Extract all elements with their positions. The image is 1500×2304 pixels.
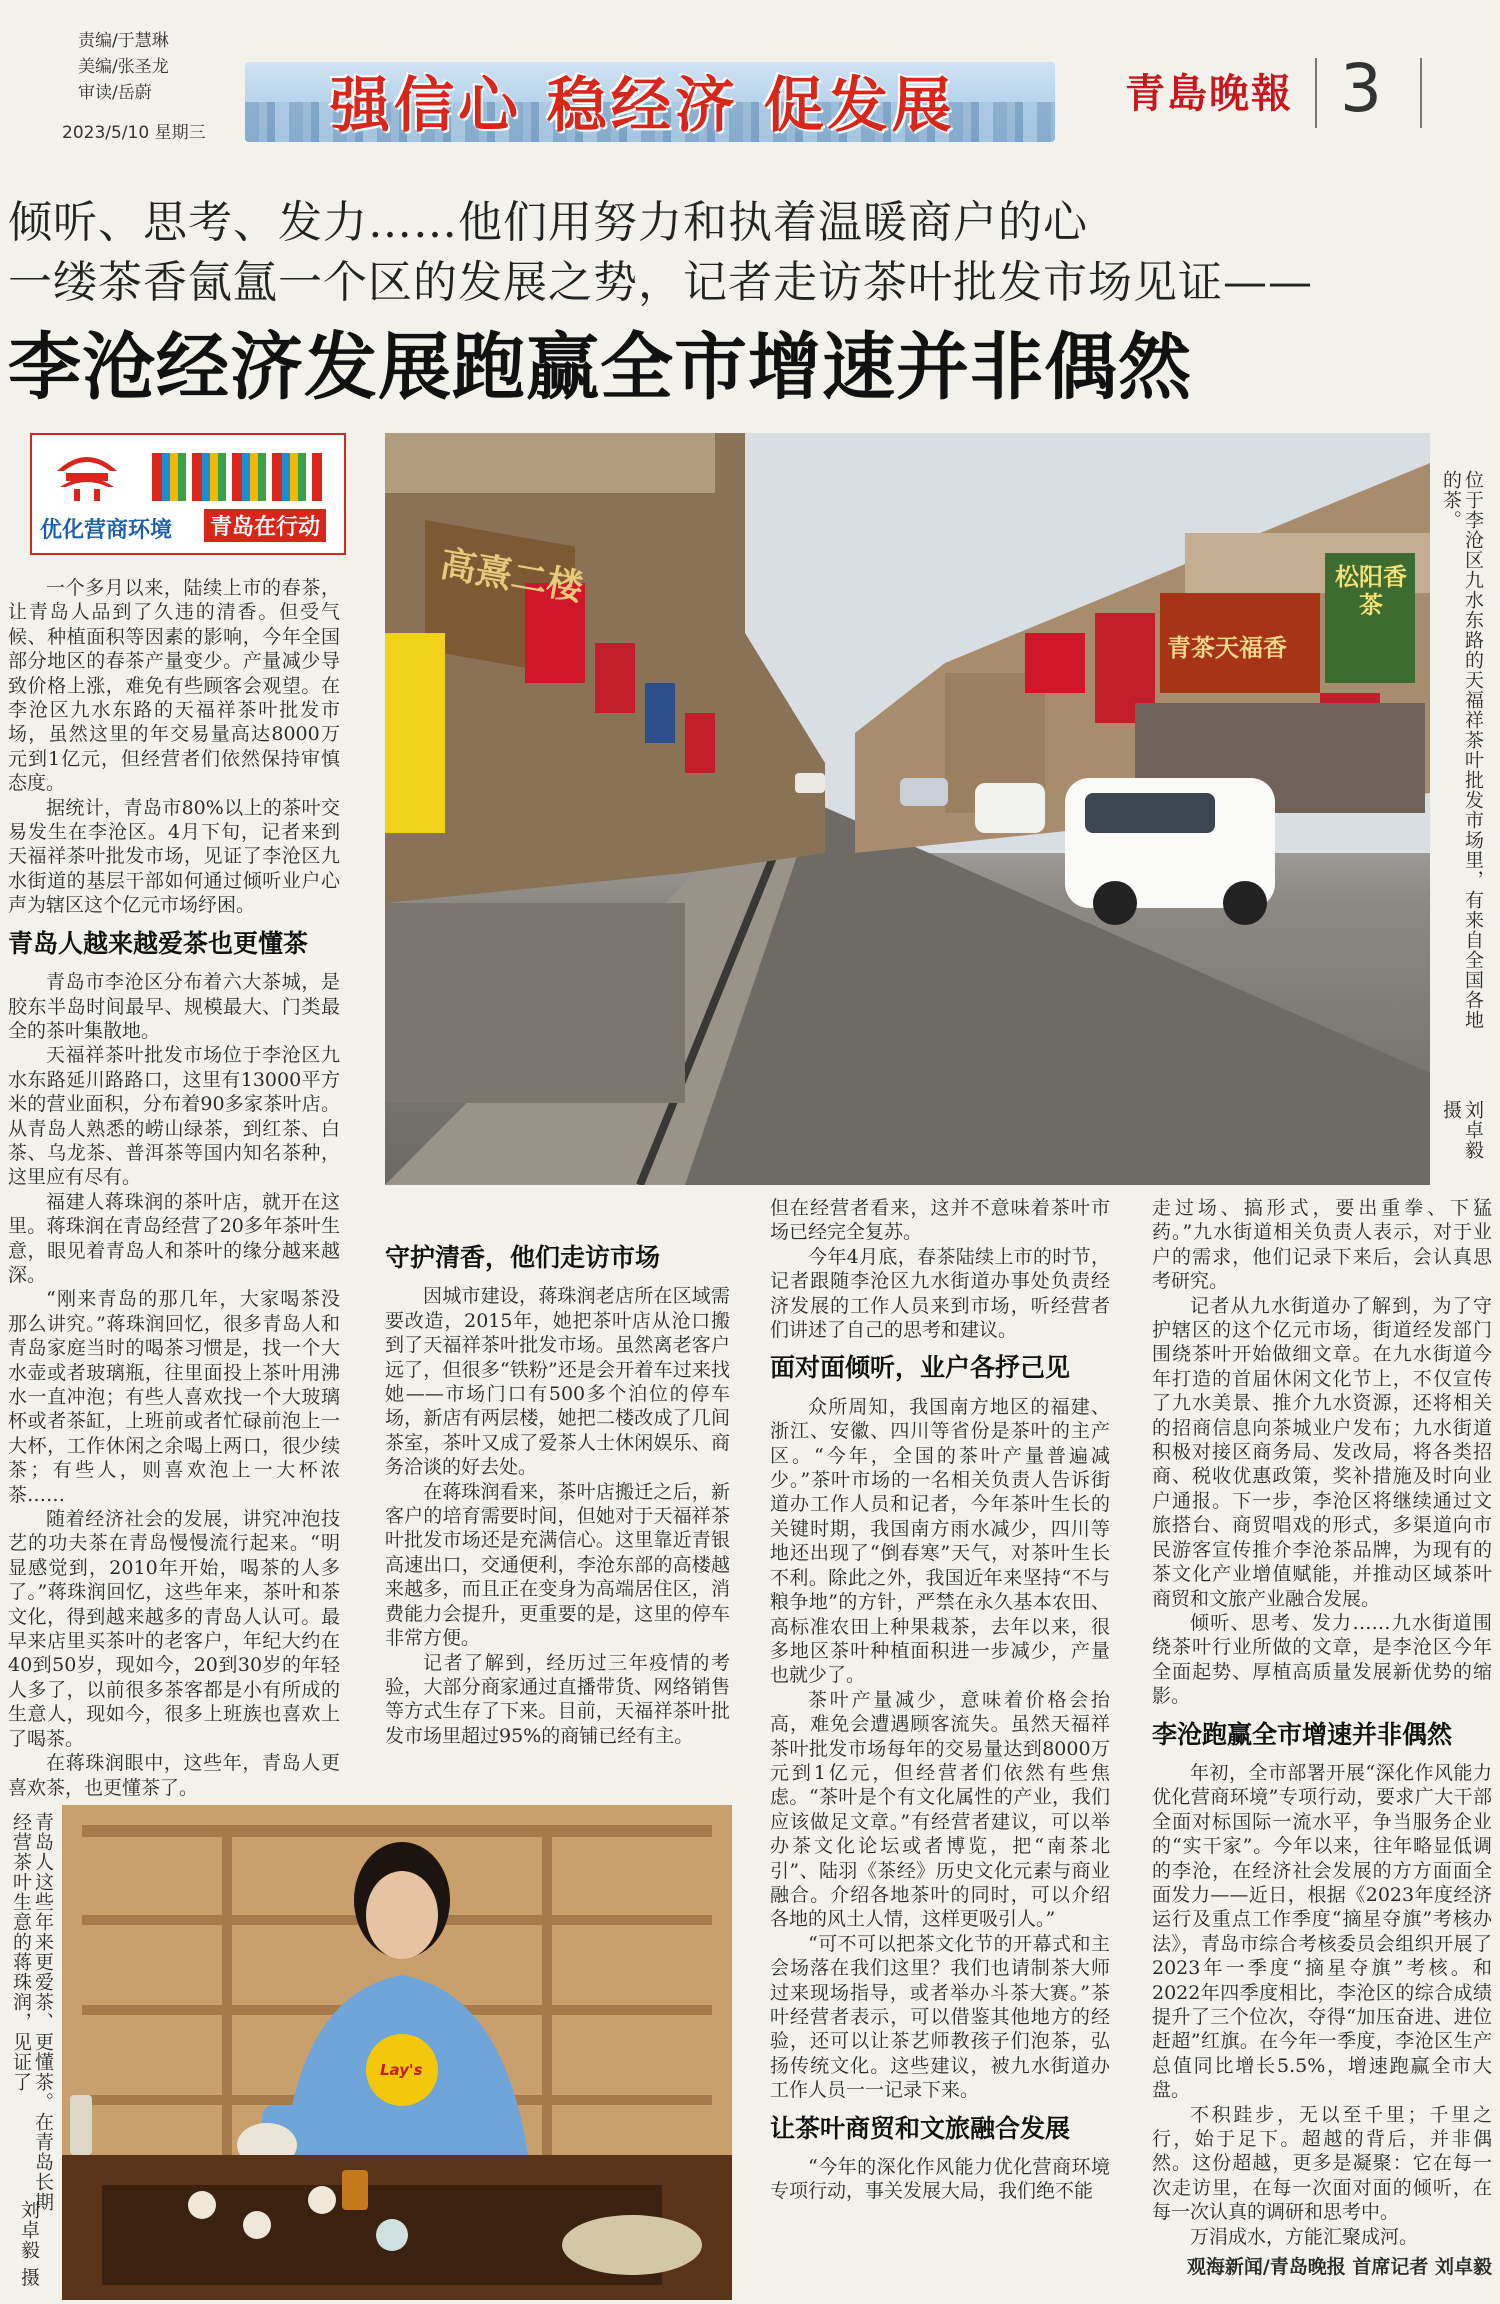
tea-market-photo <box>385 433 1430 1185</box>
photo2-credit: 刘卓毅 摄 <box>18 2200 40 2288</box>
divider <box>1420 58 1422 128</box>
issue-date: 2023/5/10 星期三 <box>62 123 206 143</box>
paragraph: 倾听、思考、发力……九水街道围绕茶叶行业所做的文章，是李沧区今年全面起势、厚植高质量发展新优势的缩影。 <box>1152 1611 1492 1708</box>
paragraph: 据统计，青岛市80%以上的茶叶交易发生在李沧区。4月下旬，记者来到天福祥茶叶批发市场，见证了李沧区九水街道的基层干部如何通过倾听业户心声为辖区这个亿元市场纾困。 <box>8 796 340 917</box>
shop-sign-2: 松阳香茶 <box>1335 562 1407 619</box>
paragraph: 记者了解到，经历过三年疫情的考验，大部分商家通过直播带货、网络销售等方式生存了下来。目前，天福祥茶叶批发市场里超过95%的商铺已经有主。 <box>385 1651 730 1747</box>
banner-slogan: 强信心 稳经济 促发展 <box>330 71 956 141</box>
paragraph: 记者从九水街道办了解到，为了守护辖区的这个亿元市场，街道经发部门围绕茶叶开始做细文章。在九水街道今年打造的首届休闲文化节上，不仅宣传了九水美景、推介九水资源，还将相关的招商信息向茶城业户发布；九水街道积极对接区商务局、发改局，将各类招商、税收优惠政策，奖补措施及时向业户通报。下一步，李沧区将继续通过文旅搭台、商贸唱戏的形式，多渠道向市民游客宣传推介李沧茶品牌，为现有的茶文化产业增值赋能，并推动区域茶叶商贸和文旅产业融合发展。 <box>1152 1294 1492 1610</box>
paragraph: 茶叶产量减少，意味着价格会抬高，难免会遭遇顾客流失。虽然天福祥茶叶批发市场每年的交易量达到8000万元到1亿元，但经营者们依然有些焦虑。“茶叶是个有文化属性的产业，我们应该做足文章。”有经营者建议，可以举办茶文化论坛或者博览，把“南茶北引”、陆羽《茶经》历史文化元素与商业融合。介绍各地茶叶的同时，可以介绍各地的风土人情，这样更吸引人。” <box>770 1688 1110 1931</box>
city-bars-graphic <box>152 453 322 501</box>
paragraph: 今年4月底，春茶陆续上市的时节，记者跟随李沧区九水街道办事处负责经济发展的工作人员来到市场，听经营者们讲述了自己的思考和建议。 <box>770 1245 1110 1342</box>
byline: 观海新闻/青岛晚报 首席记者 刘卓毅 <box>1186 2256 1492 2279</box>
article-column-3 <box>770 1196 1110 2204</box>
column-logo <box>30 433 346 555</box>
street-scene-illustration <box>385 433 1430 1185</box>
tea-seller-illustration <box>62 1805 732 2300</box>
paragraph: 青岛市李沧区分布着六大茶城，是胶东半岛时间最早、规模最大、门类最全的茶叶集散地。 <box>8 971 340 1042</box>
paragraph: 但在经营者看来，这并不意味着茶叶市场已经完全复苏。 <box>770 1197 1110 1244</box>
tea-seller-photo <box>62 1805 732 2300</box>
section-heading: 青岛人越来越爱茶也更懂茶 <box>8 928 309 958</box>
paragraph: 不积跬步，无以至千里；千里之行，始于足下。超越的背后，并非偶然。这份超越，更多是凝聚：它在每一次走访里，在每一次面对面的倾听，在每一次认真的调研和思考中。 <box>1152 2103 1492 2224</box>
main-headline: 李沧经济发展跑赢全市增速并非偶然 <box>8 325 1192 410</box>
article-column-2 <box>385 1232 730 1748</box>
kicker-line-1: 倾听、思考、发力……他们用努力和执着温暖商户的心 <box>8 197 1088 248</box>
paragraph: 走过场、搞形式，要出重拳、下猛药。”九水街道相关负责人表示，对于业户的需求，他们记录下来后，会认真思考研究。 <box>1152 1197 1492 1293</box>
logo-text-left: 优化营商环境 <box>40 518 173 543</box>
paragraph: 一个多月以来，陆续上市的春茶，让青岛人品到了久违的清香。但受气候、种植面积等因素的影响，今年全国部分地区的春茶产量变少。产量减少导致价格上涨，难免有些顾客会观望。在李沧区九水东路的天福祥茶叶批发市场，虽然这里的年交易量高达8000万元到1亿元，但经营者们依然保持审慎态度。 <box>8 577 340 795</box>
paragraph: 万涓成水，方能汇聚成河。 <box>1190 2225 1419 2248</box>
paragraph: 年初，全市部署开展“深化作风能力优化营商环境”专项行动，要求广大干部全面对标国际一流水平，争当服务企业的“实干家”。今年以来，往年略显低调的李沧，在经济社会发展的方方面面全面发力——近日，根据《2023年度经济运行及重点工作季度“摘星夺旗”考核办法》，青岛市综合考核委员会组织开展了2023年一季度“摘星夺旗”考核。和2022年四季度相比，李沧区的综合成绩提升了三个位次，夺得“加压奋进、进位赶超”红旗。在今年一季度，李沧区生产总值同比增长5.5%，增速跑赢全市大盘。 <box>1152 1761 1492 2102</box>
shop-sign-1: 高熹二楼 <box>437 542 587 610</box>
divider <box>1315 58 1317 128</box>
article-column-4 <box>1152 1196 1492 2279</box>
paragraph: 在蒋珠润眼中，这些年，青岛人更喜欢茶，也更懂茶了。 <box>8 1752 340 1799</box>
editor-credits <box>78 28 169 106</box>
photo1-credit: 刘卓毅 摄 <box>1440 1100 1484 1160</box>
photo2-caption: 青岛人这些年来更爱茶、更懂茶。在青岛长期经营茶叶生意的蒋珠润，见证了 <box>10 1812 54 2212</box>
paragraph: 随着经济社会的发展，讲究冲泡技艺的功夫茶在青岛慢慢流行起来。“明显感觉到，2010年开始，喝茶的人多了。”蒋珠润回忆，这些年来，茶叶和茶文化，得到越来越多的青岛人认可。最早来店里买茶叶的老客户，年纪大约在40到50岁，现如今，20到30岁的年轻人多了，以前很多茶客都是小有所成的生意人，现如今，很多上班族也喜欢上了喝茶。 <box>8 1508 340 1750</box>
proofreader-name: 审读/岳蔚 <box>78 83 152 103</box>
paragraph: 因城市建设，蒋珠润老店所在区域需要改造，2015年，她把茶叶店从沧口搬到了天福祥茶叶批发市场。虽然离老客户远了，但很多“铁粉”还是会开着车过来找她——市场门口有500多个泊位的停车场，新店有两层楼，她把二楼改成了几间茶室，茶叶又成了爱茶人士休闲娱乐、商务洽谈的好去处。 <box>385 1285 730 1479</box>
section-heading: 守护清香，他们走访市场 <box>385 1243 661 1272</box>
paragraph: “可不可以把茶文化节的开幕式和主会场落在我们这里？我们也请制茶大师过来现场指导，或者举办斗茶大赛。”茶叶经营者表示，可以借鉴其他地方的经验，还可以让茶艺师教孩子们泡茶，弘扬传统文化。这些建议，被九水街道办工作人员一一记录下来。 <box>770 1932 1110 2102</box>
shirt-logo: Lay's <box>380 2061 423 2079</box>
paragraph: 众所周知，我国南方地区的福建、浙江、安徽、四川等省份是茶叶的主产区。“今年，全国的茶叶产量普遍减少。”茶叶市场的一名相关负责人告诉街道办工作人员和记者，今年茶叶生长的关键时期，我国南方雨水减少，四川等地还出现了“倒春寒”天气，对茶叶生长不利。除此之外，我国近年来坚持“不与粮争地”的方针，严禁在永久基本农田、高标准农田上种果栽茶，去年以来，很多地区茶叶种植面积进一步减少，产量也就少了。 <box>770 1395 1110 1687</box>
page-number: 3 <box>1340 50 1382 127</box>
logo-text-right: 青岛在行动 <box>204 509 326 542</box>
article-column-1 <box>8 576 340 1800</box>
paragraph: “今年的深化作风能力优化营商环境专项行动，事关发展大局，我们绝不能 <box>770 2156 1110 2203</box>
palace-icon <box>52 443 122 503</box>
kicker-line-2: 一缕茶香氤氲一个区的发展之势，记者走访茶叶批发市场见证—— <box>8 257 1313 308</box>
photo1-caption: 位于李沧区九水东路的天福祥茶叶批发市场里，有来自全国各地的茶。 <box>1440 470 1484 1030</box>
designer-name: 美编/张圣龙 <box>78 57 169 77</box>
newspaper-logo: 青島晚報 <box>1125 70 1293 117</box>
paragraph: 福建人蒋珠润的茶叶店，就开在这里。蒋珠润在青岛经营了20多年茶叶生意，眼见着青岛人和茶叶的缘分越来越深。 <box>8 1190 340 1286</box>
paragraph: 天福祥茶叶批发市场位于李沧区九水东路延川路路口，这里有13000平方米的营业面积，分布着90多家茶叶店。从青岛人熟悉的崂山绿茶，到红茶、白茶、乌龙茶、普洱茶等国内知名茶种，这里应有尽有。 <box>8 1044 340 1189</box>
editor-name: 责编/于慧琳 <box>78 31 169 51</box>
section-heading: 面对面倾听，业户各抒己见 <box>770 1353 1071 1383</box>
paragraph: 在蒋珠润看来，茶叶店搬迁之后，新客户的培育需要时间，但她对于天福祥茶叶批发市场还是充满信心。这里靠近青银高速出口，交通便利，李沧东部的高楼越来越多，而且正在变身为高端居住区，消费能力会提升，更重要的是，这里的停车非常方便。 <box>385 1480 730 1650</box>
shop-sign-3: 青茶天福香 <box>1167 633 1287 662</box>
paragraph: “刚来青岛的那几年，大家喝茶没那么讲究。”蒋珠润回忆，很多青岛人和青岛家庭当时的喝茶习惯是，找一个大水壶或者玻璃瓶，往里面投上茶叶用沸水一直冲泡；有些人喜欢找一个大玻璃杯或者茶缸，上班前或者忙碌前泡上一大杯，工作休闲之余喝上两口，很少续茶；有些人，则喜欢泡上一大杯浓茶…… <box>8 1288 340 1506</box>
section-heading: 李沧跑赢全市增速并非偶然 <box>1152 1719 1453 1749</box>
section-heading: 让茶叶商贸和文旅融合发展 <box>770 2113 1071 2143</box>
